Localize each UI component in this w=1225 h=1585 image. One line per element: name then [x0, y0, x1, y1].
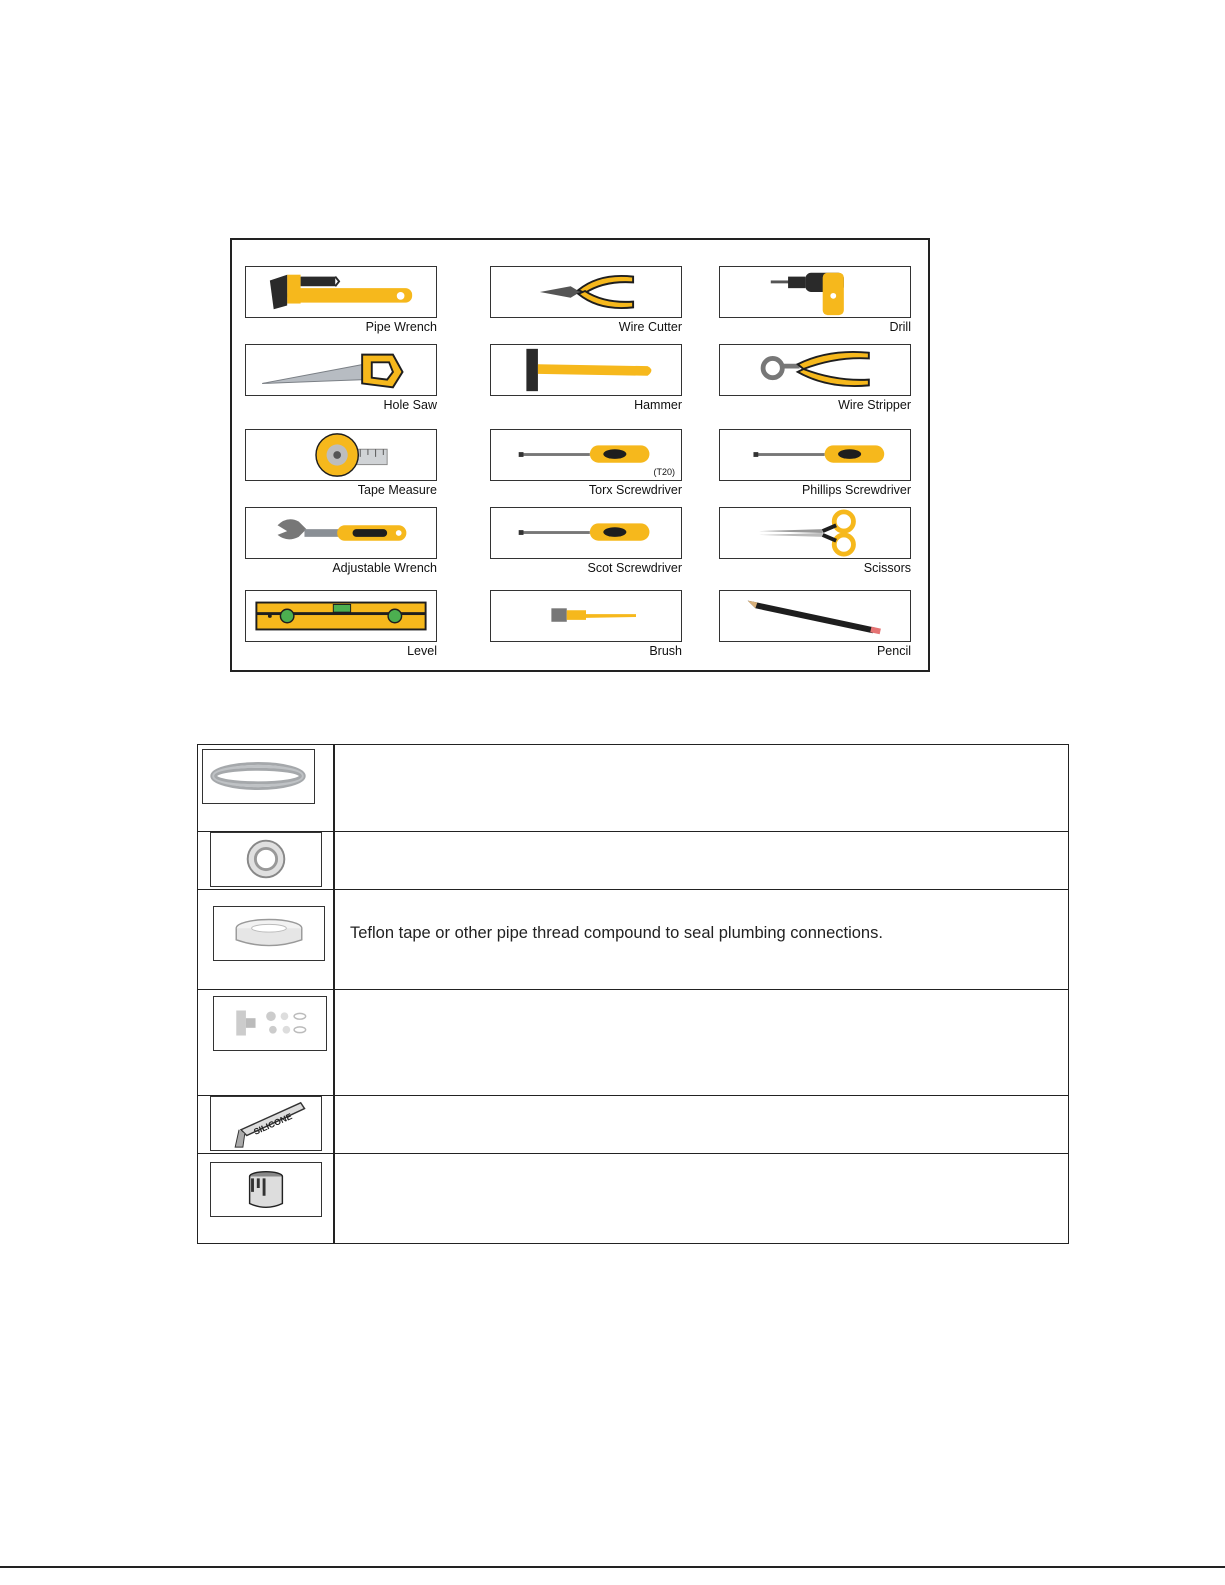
level-icon: [246, 591, 436, 641]
tool-drill: [719, 266, 911, 334]
fittings-icon: [214, 997, 326, 1050]
material-row: [198, 889, 1068, 989]
material-row: [198, 989, 1068, 1095]
tool-label: Tape Measure: [357, 483, 437, 497]
lock-nut-icon: [211, 833, 321, 886]
hand-saw-icon: [246, 345, 436, 395]
tool-level: [245, 590, 437, 658]
tool-frame: [490, 266, 682, 318]
wire-cutter-icon: [491, 267, 681, 317]
tool-brush: [490, 590, 682, 658]
teflon-tape-icon: [214, 907, 324, 960]
scissors-icon: [720, 508, 910, 558]
tool-label: Wire Stripper: [838, 398, 911, 412]
tool-phillips-screwdriver: [719, 429, 911, 497]
material-thumb: [210, 832, 322, 887]
tool-wire-stripper: [719, 344, 911, 412]
tool-hole-saw: [245, 344, 437, 412]
tool-frame: [719, 266, 911, 318]
tool-frame: [719, 429, 911, 481]
tool-label: Pencil: [876, 644, 911, 658]
material-thumb: [210, 1096, 322, 1151]
wire-stripper-icon: [720, 345, 910, 395]
tool-frame: [490, 590, 682, 642]
tool-pencil: [719, 590, 911, 658]
tape-measure-icon: [246, 430, 436, 480]
tool-scot-screwdriver: [490, 507, 682, 575]
tool-frame: [719, 344, 911, 396]
tool-hammer: [490, 344, 682, 412]
material-thumb: [213, 996, 327, 1051]
materials-table: [197, 744, 1069, 1244]
tool-tape-measure: [245, 429, 437, 497]
brush-icon: [491, 591, 681, 641]
material-thumb: [202, 749, 315, 804]
tool-label: Scissors: [863, 561, 911, 575]
tool-label: Wire Cutter: [618, 320, 682, 334]
paint-can-icon: [211, 1163, 321, 1216]
tool-wire-cutter: [490, 266, 682, 334]
material-thumb: [213, 906, 325, 961]
adjustable-wrench-icon: [246, 508, 436, 558]
tool-frame: [490, 344, 682, 396]
wire-coil-icon: [203, 750, 314, 803]
drill-icon: [720, 267, 910, 317]
tool-frame: [245, 344, 437, 396]
tool-label: Brush: [649, 644, 682, 658]
tool-adjustable-wrench: [245, 507, 437, 575]
tools-panel: [230, 238, 930, 672]
tool-label: Hole Saw: [383, 398, 437, 412]
tool-torx-screwdriver: [490, 429, 682, 497]
tool-pipe-wrench: [245, 266, 437, 334]
tool-label: Scot Screwdriver: [587, 561, 682, 575]
tool-frame: [490, 429, 682, 481]
material-row: [198, 1095, 1068, 1153]
tool-label: Phillips Screwdriver: [801, 483, 911, 497]
tool-frame: [719, 507, 911, 559]
silicone-gun-icon: [211, 1097, 321, 1150]
tool-sub-label: (T20): [653, 467, 675, 477]
screwdriver-icon: [491, 508, 681, 558]
tool-label: Pipe Wrench: [365, 320, 437, 334]
tool-frame: [245, 429, 437, 481]
tool-label: Torx Screwdriver: [588, 483, 682, 497]
material-row: [198, 745, 1068, 831]
material-row: [198, 831, 1068, 889]
material-description: Teflon tape or other pipe thread compound to seal plumbing connections.: [350, 924, 883, 942]
tool-label: Drill: [889, 320, 911, 334]
material-row: [198, 1153, 1068, 1245]
svg-text:SILICONE: SILICONE: [252, 1111, 294, 1137]
page-bottom-rule: [0, 1566, 1225, 1568]
tool-frame: [245, 590, 437, 642]
hammer-icon: [491, 345, 681, 395]
tool-label: Adjustable Wrench: [332, 561, 437, 575]
screwdriver-icon: [720, 430, 910, 480]
tool-frame: [245, 266, 437, 318]
tool-frame: [490, 507, 682, 559]
tool-frame: [245, 507, 437, 559]
pipe-wrench-icon: [246, 267, 436, 317]
tool-scissors: [719, 507, 911, 575]
tool-frame: [719, 590, 911, 642]
material-thumb: [210, 1162, 322, 1217]
tool-label: Level: [407, 644, 437, 658]
tool-label: Hammer: [634, 398, 682, 412]
pencil-icon: [720, 591, 910, 641]
